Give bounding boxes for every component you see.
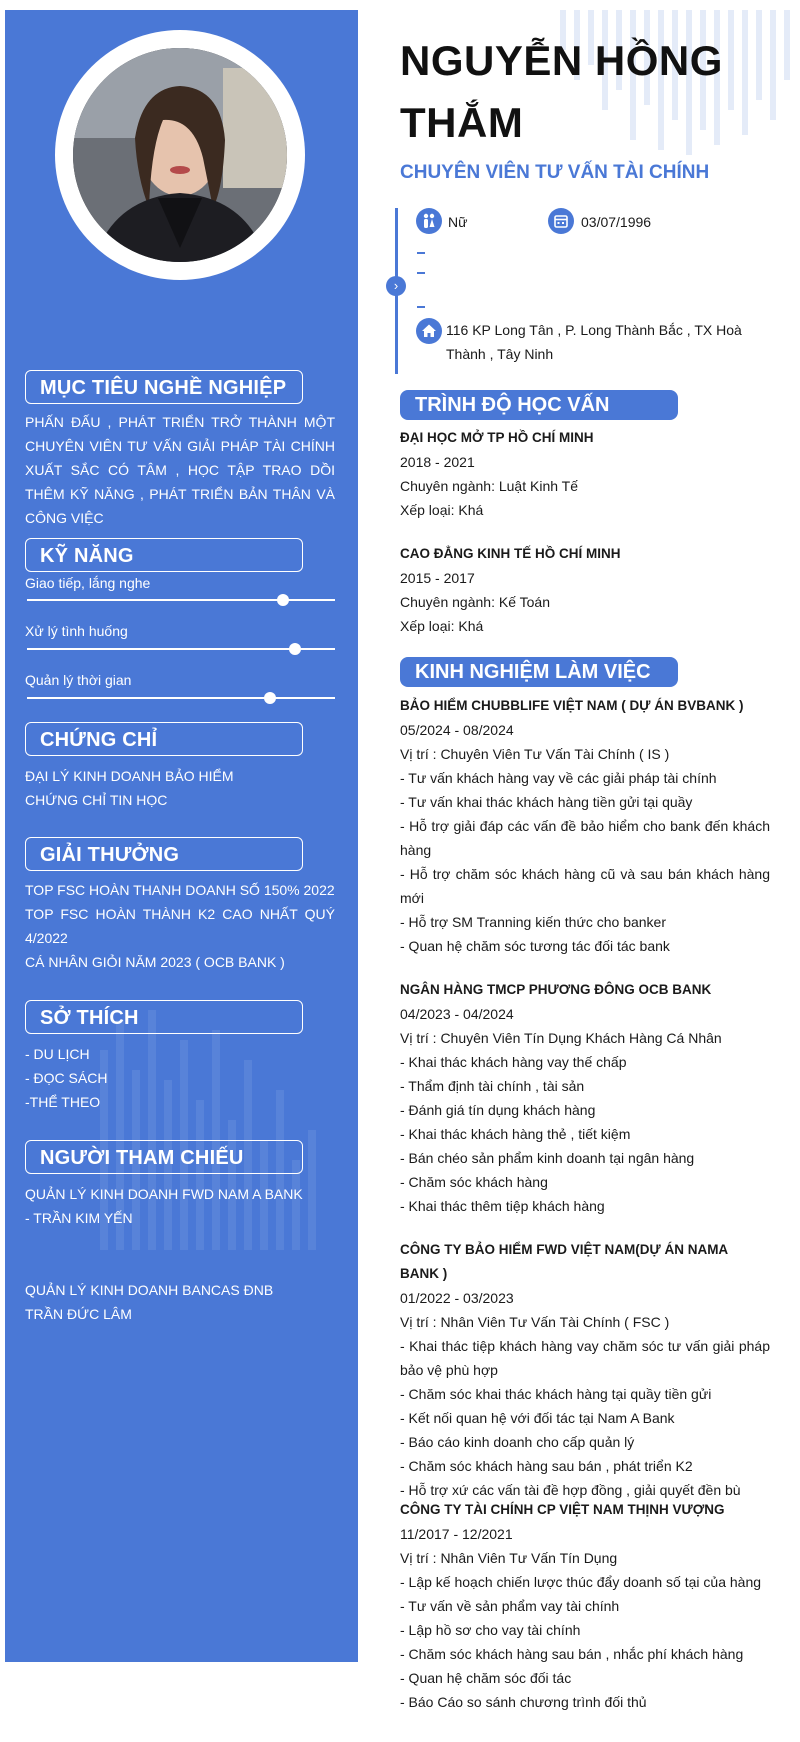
duty-item: - Quan hệ chăm sóc tương tác đối tác bank — [400, 938, 670, 954]
award-item: CÁ NHÂN GIỎI NĂM 2023 ( OCB BANK ) — [25, 954, 285, 970]
duty-item: - Chăm sóc khách hàng — [400, 1174, 548, 1190]
reference-item: QUẢN LÝ KINH DOANH BANCAS ĐNB — [25, 1282, 274, 1298]
skill-bar — [27, 648, 335, 650]
duty-item: - Hỗ trợ giải đáp các vấn đề bảo hiểm cho bank đến khách hàng — [400, 818, 770, 858]
home-icon — [416, 318, 442, 344]
work-period: 05/2024 - 08/2024 — [400, 722, 514, 738]
company-name: CÔNG TY TÀI CHÍNH CP VIỆT NAM THỊNH VƯỢNG — [400, 1502, 725, 1517]
experience-item — [400, 978, 770, 1218]
duty-item: - Chăm sóc khai thác khách hàng tại quầy tiền gửi — [400, 1386, 712, 1402]
info-dash — [417, 272, 425, 274]
gender-icon — [416, 208, 442, 234]
skill-level-knob — [264, 692, 276, 704]
full-name: NGUYỄN HỒNG THẮM — [400, 37, 723, 146]
duty-item: - Tư vấn khách hàng vay về các giải pháp tài chính — [400, 770, 717, 786]
references-list — [25, 1182, 335, 1326]
job-title: CHUYÊN VIÊN TƯ VẤN TÀI CHÍNH — [400, 162, 710, 183]
education-item — [400, 426, 770, 522]
objective-text: PHẤN ĐẤU , PHÁT TRIỂN TRỞ THÀNH MỘT CHUYÊN VIÊN TƯ VẤN GIẢI PHÁP TÀI CHÍNH XUẤT SẮC CÓ TÂM , HỌC TẬP TRAO DỒI THÊM KỸ NĂNG , PHÁT TRIỂN BẢN THÂN VÀ CÔNG VIỆC — [25, 414, 335, 526]
duty-item: - Hỗ trợ SM Tranning kiến thức cho banker — [400, 914, 666, 930]
duty-item: - Lập hồ sơ cho vay tài chính — [400, 1622, 581, 1638]
skill-bar — [27, 599, 335, 601]
info-dash — [417, 252, 425, 254]
work-position: Vị trí : Chuyên Viên Tư Vấn Tài Chính ( IS ) — [400, 746, 670, 762]
duty-item: - Tư vấn khai thác khách hàng tiền gửi tại quầy — [400, 794, 693, 810]
experience-item — [400, 1498, 770, 1714]
skill-bar — [27, 697, 335, 699]
duty-item: - Báo Cáo so sánh chương trình đối thủ — [400, 1694, 647, 1710]
hobby-item: -THỂ THEO — [25, 1094, 101, 1110]
experience-heading: KINH NGHIỆM LÀM VIỆC — [400, 657, 678, 687]
skill-label: Giao tiếp, lắng nghe — [25, 575, 151, 591]
hobby-item: - ĐỌC SÁCH — [25, 1070, 108, 1086]
experience-item — [400, 694, 770, 958]
hobby-item: - DU LỊCH — [25, 1046, 90, 1062]
duty-item: - Hỗ trợ chăm sóc khách hàng cũ và sau bán khách hàng mới — [400, 866, 770, 906]
calendar-icon — [548, 208, 574, 234]
award-item: TOP FSC HOÀN THANH DOANH SỐ 150% 2022 — [25, 882, 335, 898]
address-value: 116 KP Long Tân , P. Long Thành Bắc , TX Hoà Thành , Tây Ninh — [446, 322, 742, 362]
awards-list — [25, 878, 335, 974]
duty-item: - Thẩm định tài chính , tài sản — [400, 1078, 585, 1094]
avatar — [73, 48, 287, 262]
awards-heading: GIẢI THƯỞNG — [25, 837, 303, 871]
work-period: 11/2017 - 12/2021 — [400, 1526, 513, 1542]
skill-label: Xử lý tình huống — [25, 623, 128, 639]
skill-level-knob — [277, 594, 289, 606]
work-position: Vị trí : Chuyên Viên Tín Dụng Khách Hàng Cá Nhân — [400, 1030, 722, 1046]
school-years: 2015 - 2017 — [400, 570, 475, 586]
education-heading: TRÌNH ĐỘ HỌC VẤN — [400, 390, 678, 420]
company-name: NGÂN HÀNG TMCP PHƯƠNG ĐÔNG OCB BANK — [400, 982, 712, 997]
skill-label: Quản lý thời gian — [25, 672, 132, 688]
skill-level-knob — [289, 643, 301, 655]
certificates-heading: CHỨNG CHỈ — [25, 722, 303, 756]
duty-item: - Bán chéo sản phẩm kinh doanh tại ngân hàng — [400, 1150, 695, 1166]
duty-item: - Khai thác khách hàng vay thế chấp — [400, 1054, 627, 1070]
duty-item: - Khai thác tiệp khách hàng vay chăm sóc tư vấn giải pháp bảo vệ phù hợp — [400, 1338, 770, 1378]
hobbies-heading: SỞ THÍCH — [25, 1000, 303, 1034]
school-grade: Xếp loại: Khá — [400, 618, 484, 634]
company-name: BẢO HIỂM CHUBBLIFE VIỆT NAM ( DỰ ÁN BVBANK ) — [400, 698, 744, 713]
duty-item: - Chăm sóc khách hàng sau bán , nhắc phí khách hàng — [400, 1646, 744, 1662]
portrait-image — [73, 48, 287, 262]
work-position: Vị trí : Nhân Viên Tư Vấn Tín Dụng — [400, 1550, 618, 1566]
duty-item: - Lập kế hoạch chiến lược thúc đẩy doanh số tại của hàng — [400, 1574, 762, 1590]
objective-heading: MỤC TIÊU NGHỀ NGHIỆP — [25, 370, 303, 404]
hobbies-list — [25, 1042, 335, 1114]
birthdate-value: 03/07/1996 — [581, 214, 652, 230]
duty-item: - Đánh giá tín dụng khách hàng — [400, 1102, 596, 1118]
school-years: 2018 - 2021 — [400, 454, 475, 470]
work-period: 04/2023 - 04/2024 — [400, 1006, 514, 1022]
education-item — [400, 542, 770, 638]
duty-item: - Khai thác khách hàng thẻ , tiết kiệm — [400, 1126, 631, 1142]
certificates-list — [25, 764, 335, 812]
school-grade: Xếp loại: Khá — [400, 502, 484, 518]
duty-item: - Hỗ trợ xứ các vấn tài đề hợp đồng , giải quyết đền bù — [400, 1482, 741, 1498]
duty-item: - Khai thác thêm tiệp khách hàng — [400, 1198, 605, 1214]
school-major: Chuyên ngành: Kế Toán — [400, 594, 550, 610]
experience-item — [400, 1238, 770, 1502]
chevron-right-icon: › — [386, 276, 406, 296]
company-name: CÔNG TY BẢO HIỂM FWD VIỆT NAM(DỰ ÁN NAMA BANK ) — [400, 1242, 728, 1281]
work-position: Vị trí : Nhân Viên Tư Vấn Tài Chính ( FSC ) — [400, 1314, 670, 1330]
gender-value: Nữ — [448, 214, 468, 230]
certificate-item: ĐẠI LÝ KINH DOANH BẢO HIỂM — [25, 768, 234, 784]
info-dash — [417, 306, 425, 308]
school-major: Chuyên ngành: Luật Kinh Tế — [400, 478, 578, 494]
duty-item: - Chăm sóc khách hàng sau bán , phát triển K2 — [400, 1458, 693, 1474]
skills-heading: KỸ NĂNG — [25, 538, 303, 572]
reference-item: - TRẦN KIM YẾN — [25, 1210, 133, 1226]
school-name: ĐẠI HỌC MỞ TP HỒ CHÍ MINH — [400, 430, 594, 445]
reference-item: TRẦN ĐỨC LÂM — [25, 1306, 132, 1322]
reference-item: QUẢN LÝ KINH DOANH FWD NAM A BANK — [25, 1186, 303, 1202]
sidebar — [5, 10, 358, 1662]
certificate-item: CHỨNG CHỈ TIN HỌC — [25, 792, 168, 808]
school-name: CAO ĐẲNG KINH TẾ HỒ CHÍ MINH — [400, 546, 621, 561]
duty-item: - Báo cáo kinh doanh cho cấp quản lý — [400, 1434, 635, 1450]
duty-item: - Kết nối quan hệ với đối tác tại Nam A Bank — [400, 1410, 675, 1426]
duty-item: - Quan hệ chăm sóc đối tác — [400, 1670, 572, 1686]
references-heading: NGƯỜI THAM CHIẾU — [25, 1140, 303, 1174]
work-period: 01/2022 - 03/2023 — [400, 1290, 514, 1306]
duty-item: - Tư vấn về sản phẩm vay tài chính — [400, 1598, 620, 1614]
award-item: TOP FSC HOÀN THÀNH K2 CAO NHẤT QUÝ 4/2022 — [25, 906, 335, 946]
